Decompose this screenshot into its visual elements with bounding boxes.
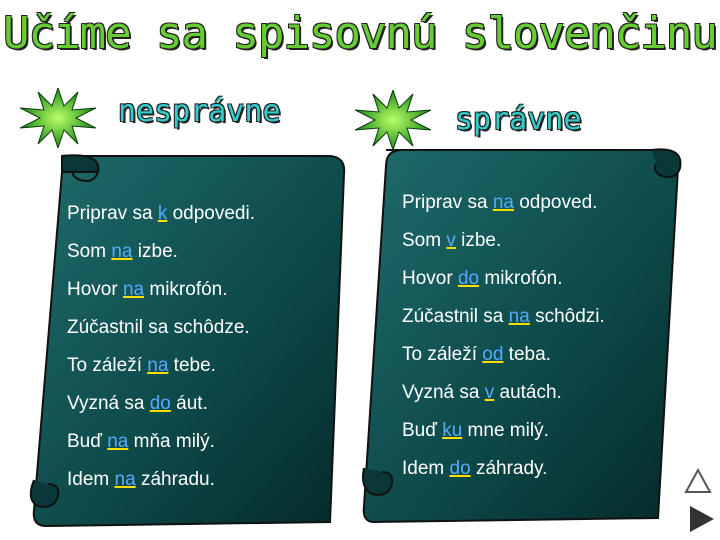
- list-item: Zúčastnil sa schôdze.: [67, 317, 250, 338]
- list-item: Priprav sa na odpoved.: [402, 192, 598, 213]
- list-item: Som v izbe.: [402, 230, 502, 251]
- list-item: Vyzná sa do áut.: [67, 393, 208, 414]
- list-item: To záleží na tebe.: [67, 355, 216, 376]
- list-item: Som na izbe.: [67, 241, 178, 262]
- list-item: Zúčastnil sa na schôdzi.: [402, 306, 605, 327]
- list-item: To záleží od teba.: [402, 344, 551, 365]
- list-item: Priprav sa k odpovedi.: [67, 203, 255, 224]
- list-item: Vyzná sa v autách.: [402, 382, 562, 403]
- triangle-right-icon[interactable]: [688, 504, 716, 534]
- list-item: Buď na mňa milý.: [67, 431, 215, 452]
- green-starburst-icon: [20, 88, 96, 148]
- list-item: Idem do záhrady.: [402, 458, 548, 479]
- list-item: Buď ku mne milý.: [402, 420, 549, 441]
- header-right: správne: [455, 102, 582, 137]
- header-wrong: nesprávne: [118, 94, 281, 129]
- triangle-up-icon[interactable]: [684, 468, 712, 494]
- page-title: Učíme sa spisovnú slovenčinu: [3, 8, 717, 59]
- list-item: Hovor do mikrofón.: [402, 268, 563, 289]
- list-item: Hovor na mikrofón.: [67, 279, 228, 300]
- list-item: Idem na záhradu.: [67, 469, 215, 490]
